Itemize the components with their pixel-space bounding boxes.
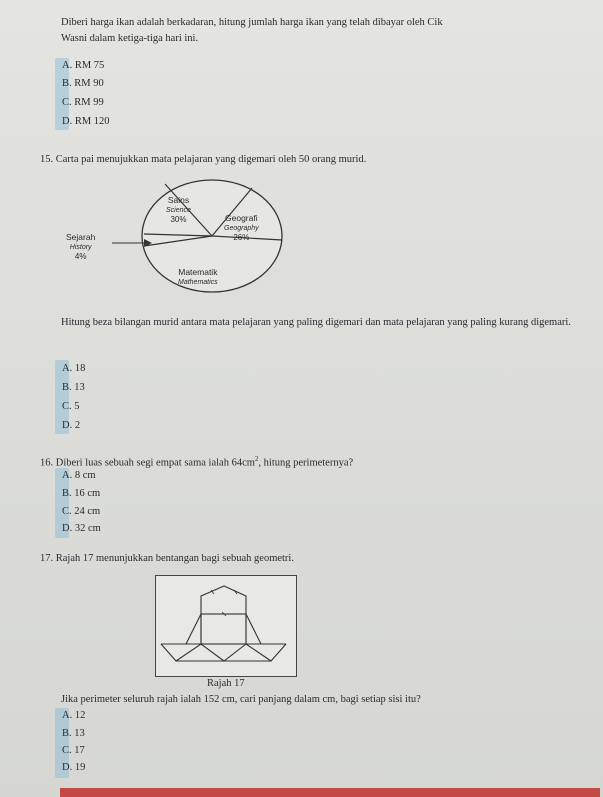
- q15-option-c[interactable]: C. 5: [62, 401, 80, 412]
- bottom-red-strip: [60, 788, 600, 797]
- q17-text: Rajah 17 menunjukkan bentangan bagi sebuah geometri.: [55, 553, 294, 564]
- pie-label-matematik: Matematik Mathematics: [178, 267, 218, 286]
- q16-option-c[interactable]: C. 24 cm: [62, 506, 101, 517]
- geometry-figure-box: [155, 575, 297, 677]
- q15-text: Carta pai menujukkan mata pelajaran yang digemari oleh 50 orang murid.: [55, 154, 367, 165]
- geometry-figure: [156, 576, 296, 676]
- q15-question: [40, 153, 366, 166]
- figure-right-triangle: [246, 614, 261, 644]
- q16-number: 16.: [40, 457, 54, 469]
- q17-option-a[interactable]: A. 12: [62, 710, 86, 721]
- q15-option-a[interactable]: A. 18: [62, 363, 86, 374]
- q17-option-d[interactable]: D. 19: [62, 762, 86, 773]
- q16-text: Diberi luas sebuah segi empat sama ialah 64cm: [55, 457, 255, 469]
- q16-superscript: 2: [254, 455, 259, 463]
- q17-option-b[interactable]: B. 13: [62, 728, 85, 739]
- q14-option-c[interactable]: C. RM 99: [62, 97, 104, 108]
- figure-bottom-triangles: [161, 644, 286, 661]
- q16-option-b[interactable]: B. 16 cm: [62, 488, 101, 499]
- q16-option-a[interactable]: A. 8 cm: [62, 470, 96, 481]
- q16-option-d[interactable]: D. 32 cm: [62, 523, 101, 534]
- pie-label-geografi: Geografi Geography 26%: [224, 213, 259, 242]
- pie-label-sains: Sains Science 30%: [166, 195, 191, 224]
- q16-text-tail: , hitung perimeternya?: [258, 457, 354, 469]
- rajah-17-caption: Rajah 17: [207, 678, 245, 689]
- q14-option-d[interactable]: D. RM 120: [62, 116, 110, 127]
- figure-square: [201, 614, 246, 644]
- q17-question: [40, 552, 294, 565]
- q16-question: [40, 453, 353, 470]
- q17-instruction: Jika perimeter seluruh rajah ialah 152 cm, cari panjang dalam cm, bagi setiap sisi itu?: [61, 694, 421, 705]
- q17-number: 17.: [40, 553, 54, 564]
- q17-option-c[interactable]: C. 17: [62, 745, 85, 756]
- figure-left-triangle: [186, 614, 201, 644]
- q15-option-b[interactable]: B. 13: [62, 382, 85, 393]
- sejarah-arrow: [112, 236, 152, 250]
- q14-option-b[interactable]: B. RM 90: [62, 78, 104, 89]
- pie-label-sejarah: Sejarah History 4%: [66, 232, 96, 261]
- q15-option-d[interactable]: D. 2: [62, 420, 81, 431]
- figure-top-pentagon: [201, 586, 246, 614]
- q14-text-line1: Diberi harga ikan adalah berkadaran, hitung jumlah harga ikan yang telah dibayar oleh Cik: [61, 17, 443, 28]
- q15-instruction: Hitung beza bilangan murid antara mata pelajaran yang paling digemari dan mata pelajaran yang paling kurang digemari.: [61, 317, 571, 328]
- q15-number: 15.: [40, 154, 54, 165]
- q14-option-a[interactable]: A. RM 75: [62, 60, 105, 71]
- q14-text-line2: Wasni dalam ketiga-tiga hari ini.: [61, 33, 199, 44]
